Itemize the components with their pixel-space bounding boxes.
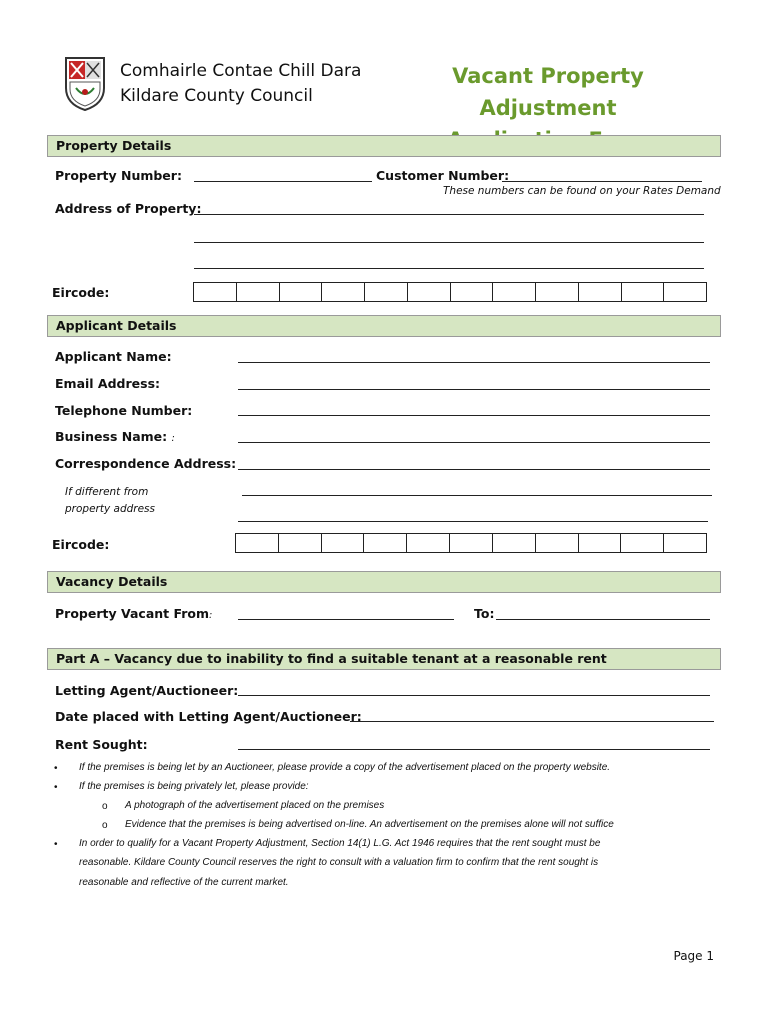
eircode-box[interactable]	[579, 283, 622, 301]
eircode-box[interactable]	[365, 283, 408, 301]
customer-number-field[interactable]	[502, 181, 702, 182]
business-name-label-text: Business Name:	[55, 429, 168, 444]
eircode-box[interactable]	[364, 534, 407, 552]
date-placed-label: Date placed with Letting Agent/Auctioneer:	[55, 709, 362, 724]
applicant-name-field[interactable]	[238, 362, 710, 363]
rent-sought-label: Rent Sought:	[55, 737, 148, 752]
letting-agent-label: Letting Agent/Auctioneer:	[55, 683, 239, 698]
eircode-box[interactable]	[579, 534, 622, 552]
email-address-label: Email Address:	[55, 376, 161, 391]
correspondence-address-line-2[interactable]	[242, 495, 712, 496]
bullet-marker: •	[54, 763, 58, 774]
eircode-box[interactable]	[451, 283, 494, 301]
property-eircode-boxes[interactable]	[193, 282, 707, 302]
eircode-box[interactable]	[493, 283, 536, 301]
eircode-box[interactable]	[322, 534, 365, 552]
council-name-irish: Comhairle Contae Chill Dara	[120, 61, 362, 81]
eircode-box[interactable]	[664, 283, 706, 301]
date-placed-field[interactable]	[350, 721, 714, 722]
if-different-note-line-2: property address	[65, 503, 155, 515]
bullet-qualify-line-2: reasonable. Kildare County Council reserves the right to consult with a valuation firm to confirm that the rent sought is	[79, 857, 599, 868]
eircode-box[interactable]	[279, 534, 322, 552]
vacant-from-suffix: :	[209, 610, 213, 621]
eircode-box[interactable]	[536, 534, 579, 552]
eircode-box[interactable]	[408, 283, 451, 301]
form-title-line-1: Vacant Property Adjustment	[452, 64, 644, 120]
vacant-from-field[interactable]	[238, 619, 454, 620]
eircode-box[interactable]	[622, 283, 665, 301]
correspondence-address-line-1[interactable]	[238, 469, 710, 470]
vacant-from-label-text: Property Vacant From	[55, 606, 209, 621]
customer-number-label: Customer Number:	[376, 168, 510, 183]
eircode-box[interactable]	[194, 283, 237, 301]
sub-bullet-marker: o	[102, 801, 108, 812]
telephone-number-field[interactable]	[238, 415, 710, 416]
letting-agent-field[interactable]	[238, 695, 710, 696]
section-vacancy-details: Vacancy Details	[47, 571, 721, 593]
vacant-from-label	[55, 606, 212, 621]
property-number-label: Property Number:	[55, 168, 182, 183]
section-part-a: Part A – Vacancy due to inability to find a suitable tenant at a reasonable rent	[47, 648, 721, 670]
bullet-auctioneer: If the premises is being let by an Auctioneer, please provide a copy of the advertisement placed on the property website.	[79, 762, 611, 773]
council-crest-logo	[62, 54, 108, 112]
eircode-box[interactable]	[237, 283, 280, 301]
eircode-box[interactable]	[664, 534, 706, 552]
page-number: Page 1	[673, 949, 714, 963]
eircode-box[interactable]	[236, 534, 279, 552]
eircode-box[interactable]	[536, 283, 579, 301]
vacant-to-label: To:	[474, 606, 495, 621]
property-eircode-label: Eircode:	[52, 285, 110, 300]
email-address-field[interactable]	[238, 389, 710, 390]
bullet-qualify-line-3: reasonable and reflective of the current market.	[79, 877, 289, 888]
property-number-field[interactable]	[194, 181, 372, 182]
bullet-marker: •	[54, 782, 58, 793]
sub-bullet-online-evidence: Evidence that the premises is being advertised on-line. An advertisement on the premises alone will not suffice	[125, 819, 614, 830]
section-property-details: Property Details	[47, 135, 721, 157]
applicant-eircode-label: Eircode:	[52, 537, 110, 552]
sub-bullet-marker: o	[102, 820, 108, 831]
address-of-property-label: Address of Property:	[55, 201, 202, 216]
business-name-label	[55, 429, 175, 444]
business-name-suffix: :	[171, 433, 175, 444]
telephone-number-label: Telephone Number:	[55, 403, 193, 418]
section-applicant-details: Applicant Details	[47, 315, 721, 337]
eircode-box[interactable]	[621, 534, 664, 552]
rent-sought-field[interactable]	[238, 749, 710, 750]
correspondence-address-label: Correspondence Address:	[55, 456, 237, 471]
correspondence-address-line-3[interactable]	[238, 521, 708, 522]
if-different-note-line-1: If different from	[65, 486, 149, 498]
property-address-line-1[interactable]	[194, 214, 704, 215]
numbers-note: These numbers can be found on your Rates Demand	[443, 185, 721, 197]
eircode-box[interactable]	[493, 534, 536, 552]
eircode-box[interactable]	[322, 283, 365, 301]
vacant-to-field[interactable]	[496, 619, 710, 620]
business-name-field[interactable]	[238, 442, 710, 443]
council-name-english: Kildare County Council	[120, 86, 313, 106]
eircode-box[interactable]	[280, 283, 323, 301]
sub-bullet-photograph: A photograph of the advertisement placed on the premises	[125, 800, 385, 811]
bullet-qualify-line-1: In order to qualify for a Vacant Property Adjustment, Section 14(1) L.G. Act 1946 requires that the rent sought must be	[79, 838, 601, 849]
applicant-name-label: Applicant Name:	[55, 349, 172, 364]
applicant-eircode-boxes[interactable]	[235, 533, 707, 553]
bullet-marker: •	[54, 839, 58, 850]
bullet-privately-let: If the premises is being privately let, please provide:	[79, 781, 309, 792]
eircode-box[interactable]	[450, 534, 493, 552]
eircode-box[interactable]	[407, 534, 450, 552]
property-address-line-2[interactable]	[194, 242, 704, 243]
property-address-line-3[interactable]	[194, 268, 704, 269]
